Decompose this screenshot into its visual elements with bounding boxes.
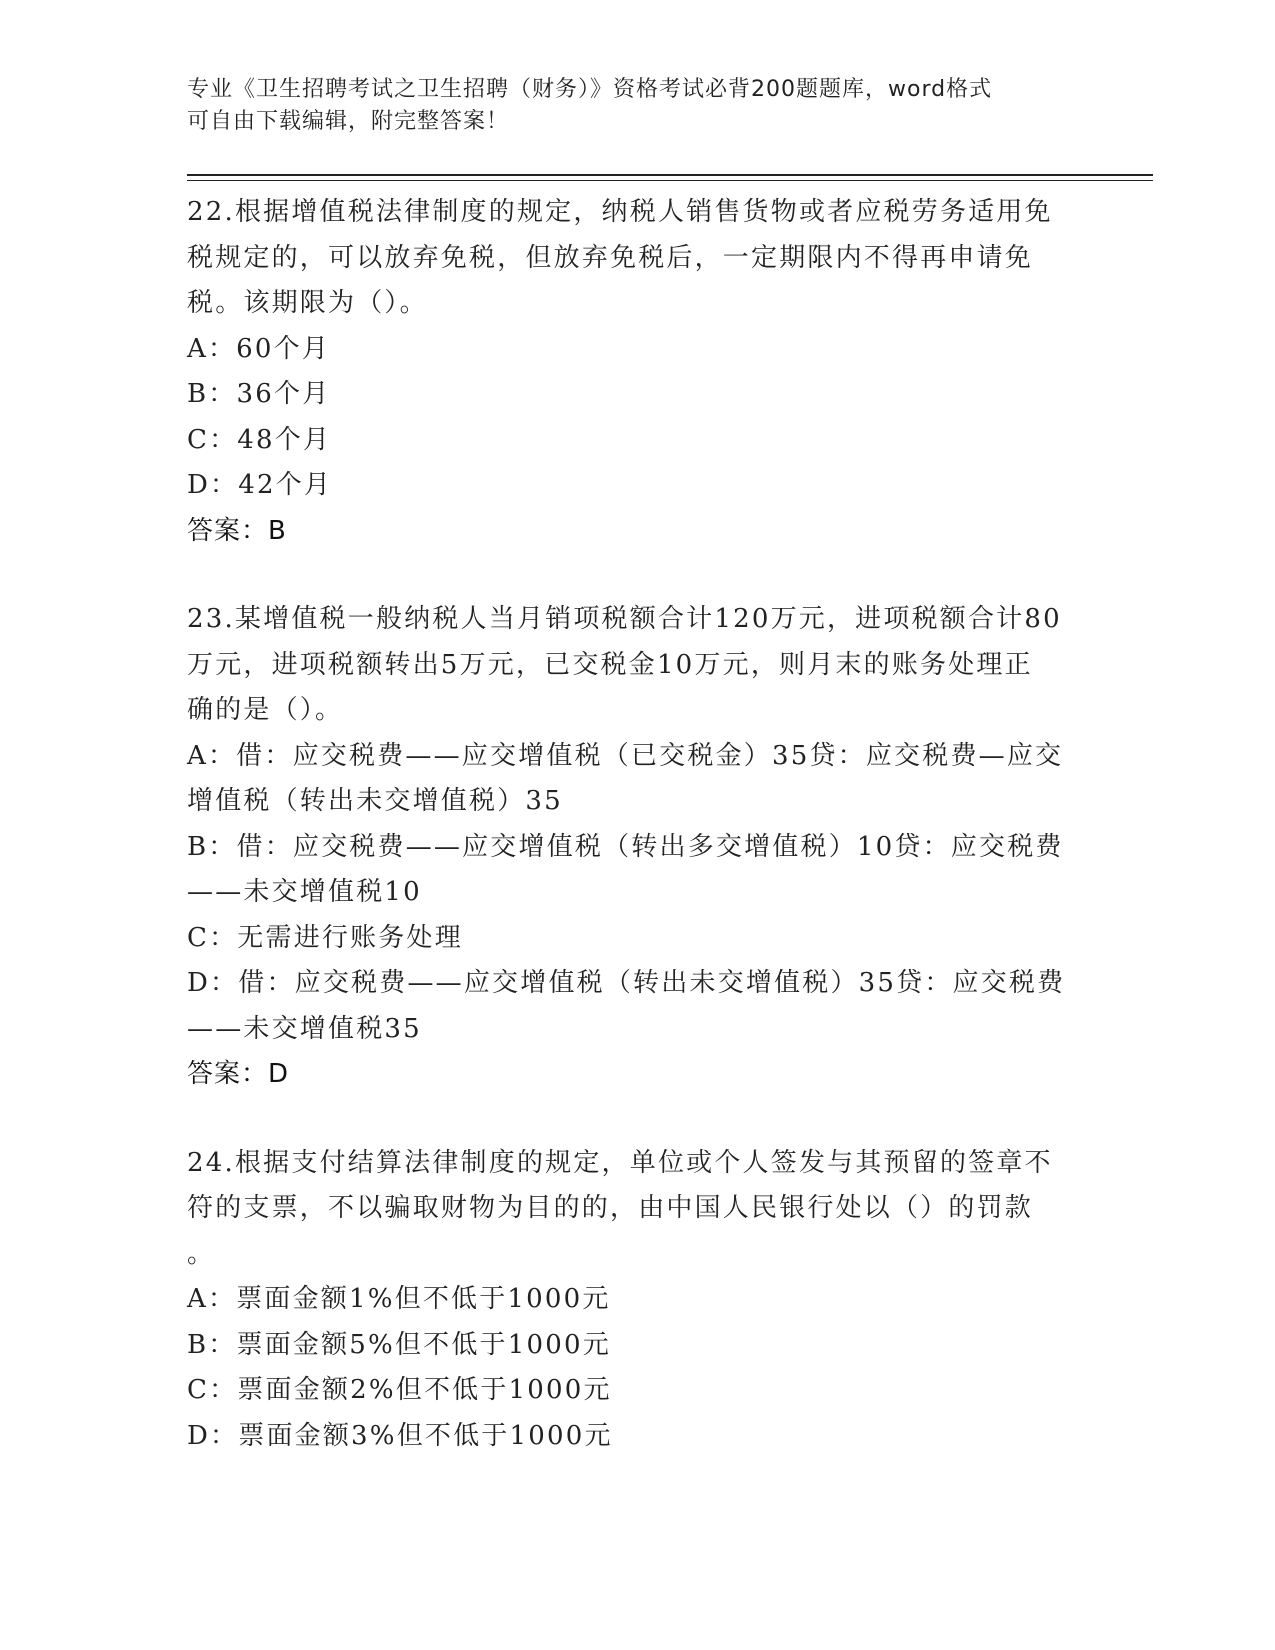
option-d: D：借：应交税费——应交增值税（转出未交增值税）35贷：应交税费	[187, 968, 1066, 998]
question-list	[187, 190, 1087, 1502]
option-a: A：票面金额1%但不低于1000元	[187, 1284, 611, 1314]
header-line-1: 专业《卫生招聘考试之卫生招聘（财务）》资格考试必背200题题库，word格式	[187, 77, 993, 102]
question-stem-line: 税。该期限为（）。	[187, 288, 428, 318]
option-a-continued: 增值税（转出未交增值税）35	[187, 786, 563, 816]
question-stem-line: 确的是（）。	[187, 695, 344, 725]
option-b-continued: ——未交增值税10	[187, 877, 422, 907]
option-b: B：36个月	[187, 379, 331, 409]
option-c: C：无需进行账务处理	[187, 922, 463, 953]
option-b: B：借：应交税费——应交增值税（转出多交增值税）10贷：应交税费	[187, 831, 1064, 862]
question-stem-line: 符的支票，不以骗取财物为目的的，由中国人民银行处以（）的罚款	[187, 1193, 1034, 1223]
header-divider-thin	[187, 180, 1153, 181]
option-a: A：借：应交税费——应交增值税（已交税金）35贷：应交税费—应交	[187, 740, 1064, 771]
question-stem-line: 万元，进项税额转出5万元，已交税金10万元，则月末的账务处理正	[187, 649, 1033, 680]
question-23	[187, 597, 1087, 1098]
question-stem-line: 。	[187, 1238, 216, 1269]
question-24	[187, 1141, 1087, 1460]
answer-label: 答案：D	[187, 1059, 290, 1089]
answer-label: 答案：B	[187, 515, 287, 546]
option-d-continued: ——未交增值税35	[187, 1013, 422, 1044]
option-b: B：票面金额5%但不低于1000元	[187, 1329, 611, 1360]
question-stem-line: 税规定的，可以放弃免税，但放弃免税后，一定期限内不得再申请免	[187, 242, 1034, 273]
question-stem-line: 23.某增值税一般纳税人当月销项税额合计120万元，进项税额合计80	[187, 604, 1062, 634]
option-a: A：60个月	[187, 333, 331, 364]
option-d: D：票面金额3%但不低于1000元	[187, 1420, 613, 1451]
option-d: D：42个月	[187, 470, 333, 500]
option-c: C：48个月	[187, 424, 332, 455]
question-22	[187, 190, 1087, 554]
header-line-2: 可自由下载编辑，附完整答案！	[187, 109, 510, 134]
option-c: C：票面金额2%但不低于1000元	[187, 1375, 612, 1405]
question-stem-line: 24.根据支付结算法律制度的规定，单位或个人签发与其预留的签章不	[187, 1147, 1053, 1178]
question-stem-line: 22.根据增值税法律制度的规定，纳税人销售货物或者应税劳务适用免	[187, 197, 1053, 227]
header-divider-thick	[187, 174, 1153, 176]
document-header	[187, 74, 1067, 138]
